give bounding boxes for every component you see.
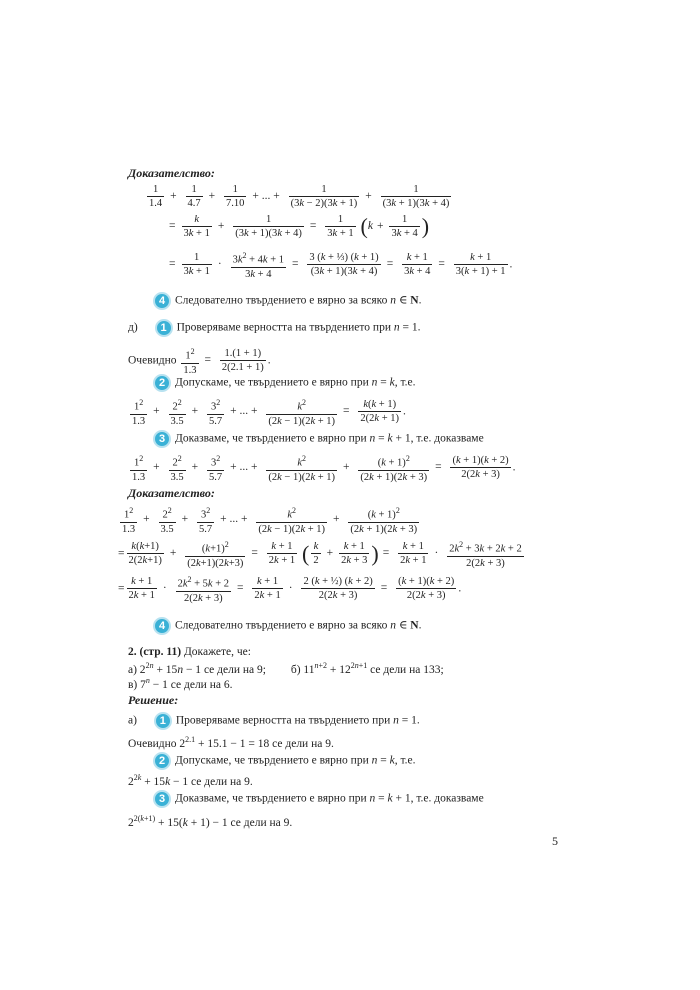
part-a-text: се дели на 9; [203,663,266,676]
divides-text: се дели на 9. [230,816,293,829]
proof-heading: Доказателство: [128,486,215,500]
part-c-text: се дели на 6. [170,678,233,691]
step-badge-2: 2 [153,374,171,392]
formula-line: = $\frac{k(k+1)}{2(2k+1)}$ + $\frac{(k+1)^2}{(2k+1)(2k+3)}$ = $\frac{k + 1}{2k + 1}$ ( $\frac{k}{2}$ + $\frac{k + 1}{2k + 3}$ ) = $\frac{k + 1}{2k + 1}$ · $\frac{2k^2 + 3k + 2k + 2}{2(2k + 3)}$ [118,540,522,569]
obviously-label: Очевидно [128,354,177,367]
divides-text: се дели на 9. [272,737,334,750]
step-text: Допускаме, че твърдението е вярно при [175,376,369,389]
step-text: Проверяваме верността на твърдението при [176,321,391,334]
divides-text: се дели на 9. [191,775,253,788]
step-text: Доказваме, че твърдението е вярно при [175,432,367,445]
proof-heading: Доказателство: [128,166,215,180]
formula-line: = $\frac{k}{3k + 1}$ + $\frac{1}{(3k + 1)(3k + 4)}$ = $\frac{1}{3k + 1}$ (k + $\frac{1}{3k + 4}$ ) [169,213,430,239]
formula-line: $2^{2(k+1)} + 15(k + 1) - 1$ се дели на 9. [128,814,293,829]
formula-line: $2^{2k} + 15k - 1$ се дели на 9. [128,773,253,788]
solution-heading: Решение: [128,693,179,707]
step-text: Доказваме, че твърдението е вярно при [175,792,367,805]
step-text: Допускаме, че твърдението е вярно при [175,754,369,767]
part-label: д) [128,321,138,334]
step-text: Проверяваме верността на твърдението при [175,714,391,727]
problem-2-part-c: в) $7^n - 1$ се дели на 6. [128,676,233,691]
problem-2-parts: а) $2^{2n} + 15n - 1$ се дели на 9; б) $11^{n+2} + 12^{2n+1}$ се дели на 133; [128,661,444,676]
problem-2-header [128,646,251,658]
step-badge-2: 2 [153,752,171,770]
step-3-line: 3 Доказваме, че твърдението е вярно при n = k + 1, т.е. доказваме [153,790,484,808]
obviously-label: Очевидно [128,737,177,750]
step-4-line: 4 Следователно твърдението е вярно за всяко n ∈ N. [153,292,421,310]
problem-number: 2. (стр. 11) [128,646,182,658]
step-text: Следователно твърдението е вярно за всяко [175,294,388,307]
step-badge-3: 3 [153,430,171,448]
formula-line: Очевидно $\frac{1^2}{1.3}$ = $\frac{1.(1 + 1)}{2(2.1 + 1)}$ . [128,347,271,376]
step-2-line: 2 Допускаме, че твърдението е вярно при n = k, т.е. [153,374,415,392]
formula-line: $\frac{1^2}{1.3}$ + $\frac{2^2}{3.5}$ + $\frac{3^2}{5.7}$ + ... + $\frac{k^2}{(2k - 1)(2k + 1)}$ = $\frac{k(k + 1)}{2(2k + 1)}$ . [132,398,406,427]
problem-prompt: Докажете, че: [183,646,251,658]
page-number: 5 [552,834,558,848]
step-badge-4: 4 [153,292,171,310]
formula-line: = $\frac{1}{3k + 1}$ · $\frac{3k^2 + 4k + 1}{3k + 4}$ = $\frac{\text{3 (k + ⅓) (k + 1)}}{(3k + 1)(3k + 4)}$ = $\frac{k + 1}{3k + 4}$ = $\frac{k + 1}{3(k + 1) + 1}$ . [169,251,513,280]
formula-line: Очевидно $2^{2.1} + 15.1 - 1 = 18$ се дели на 9. [128,735,334,750]
step-3-line: 3 Доказваме, че твърдението е вярно при n = k + 1, т.е. доказваме [153,430,484,448]
step-2-line: 2 Допускаме, че твърдението е вярно при n = k, т.е. [153,752,415,770]
part-b-text: се дели на 133; [370,663,444,676]
step-badge-4: 4 [153,617,171,635]
formula-line: $\frac{1^2}{1.3}$ + $\frac{2^2}{3.5}$ + $\frac{3^2}{5.7}$ + ... + $\frac{k^2}{(2k - 1)(2k + 1)}$ + $\frac{(k + 1)^2}{(2k + 1)(2k + 3)}$ = $\frac{(k + 1)(k + 2)}{2(2k + 3)}$ . [132,454,516,483]
part-label: а) [128,714,137,727]
step-badge-3: 3 [153,790,171,808]
step-4-line: 4 Следователно твърдението е вярно за всяко n ∈ N. [153,617,421,635]
part-a-line: а) 1 Проверяваме верността на твърдението при n = 1. [128,712,420,730]
step-badge-1: 1 [154,712,172,730]
formula-line: = $\frac{k + 1}{2k + 1}$ · $\frac{2k^2 + 5k + 2}{2(2k + 3)}$ = $\frac{k + 1}{2k + 1}$ · $\frac{\text{2 (k + ½) (k + 2)}}{2(2k + 3)}$ = $\frac{(k + 1)(k + 2)}{2(2k + 3)}$ . [118,575,462,604]
part-d-line: д) 1 Проверяваме верността на твърдението при n = 1. [128,319,420,337]
step-text: Следователно твърдението е вярно за всяко [175,619,388,632]
formula-line: $\frac{1^2}{1.3}$ + $\frac{2^2}{3.5}$ + $\frac{3^2}{5.7}$ + ... + $\frac{k^2}{(2k - 1)(2k + 1)}$ + $\frac{(k + 1)^2}{(2k + 1)(2k + 3)}$ [122,506,418,535]
step-badge-1: 1 [155,319,173,337]
formula-line: $\frac{1}{1.4}$ + $\frac{1}{4.7}$ + $\frac{1}{7.10}$ + ... + $\frac{1}{(3k - 2)(3k + 1)}$ + $\frac{1}{(3k + 1)(3k + 4)}$ [149,184,450,209]
